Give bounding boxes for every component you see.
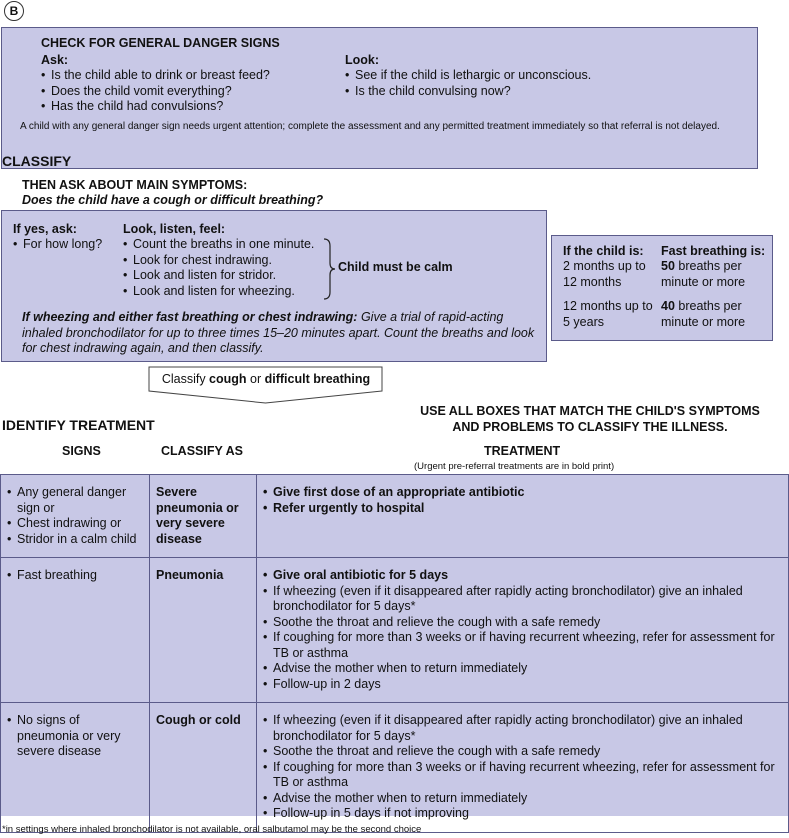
- assessment-box: [1, 210, 547, 362]
- table-row: [1, 703, 789, 833]
- look-list: [345, 68, 645, 99]
- table-row: [1, 558, 789, 703]
- treatment-header: TREATMENT: [484, 444, 561, 458]
- danger-signs-box: [1, 27, 758, 169]
- treatment-table: [0, 474, 789, 833]
- if-yes-list: [13, 237, 113, 253]
- fb-age-row1: 2 months up to 12 months: [563, 259, 646, 289]
- classify-as-header: CLASSIFY AS: [161, 444, 243, 458]
- signs-cell: [1, 558, 150, 703]
- look-heading: Look:: [345, 53, 380, 67]
- look-listen-list: [123, 237, 328, 299]
- treatment-item: • Advise the mother when to return immediately: [263, 791, 782, 807]
- treatment-cell: [257, 558, 789, 703]
- look-listen-item: • Look and listen for stridor.: [123, 268, 328, 284]
- signs-header: SIGNS: [62, 444, 101, 458]
- look-listen-item: • Look for chest indrawing.: [123, 253, 328, 269]
- ask-item: • Is the child able to drink or breast feed?: [41, 68, 331, 84]
- child-calm-label: Child must be calm: [338, 260, 453, 274]
- look-listen-item: • Look and listen for wheezing.: [123, 284, 328, 300]
- classification-cell: [150, 475, 257, 558]
- signs-cell: [1, 475, 150, 558]
- sign-item: • Stridor in a calm child: [7, 532, 143, 548]
- arrow-bold-difficult: difficult breathing: [264, 372, 371, 386]
- arrow-bold-cough: cough: [209, 372, 247, 386]
- fb-rate-row1-text: breaths per minute or more: [661, 259, 746, 289]
- treatment-item: • If coughing for more than 3 weeks or if having recurrent wheezing, refer for assessment for TB or asthma: [263, 630, 782, 661]
- treatment-item: • Give first dose of an appropriate antibiotic: [263, 485, 782, 501]
- footnote: *in settings where inhaled bronchodilator is not available, oral salbutamol may be the second choice: [2, 824, 422, 835]
- ask-item: • Has the child had convulsions?: [41, 99, 331, 115]
- fb-col1-header: If the child is:: [563, 244, 644, 258]
- danger-signs-title: CHECK FOR GENERAL DANGER SIGNS: [41, 36, 280, 50]
- treatment-cell: [257, 703, 789, 833]
- treatment-item: • Soothe the throat and relieve the cough with a safe remedy: [263, 615, 782, 631]
- treatment-item: • If wheezing (even if it disappeared after rapidly acting bronchodilator) give an inhaled bronchodilator for 5 days*: [263, 584, 782, 615]
- look-item: • See if the child is lethargic or unconscious.: [345, 68, 645, 84]
- treatment-item: • Follow-up in 5 days if not improving: [263, 806, 782, 822]
- classification-cell: [150, 558, 257, 703]
- treatment-item: • Follow-up in 2 days: [263, 677, 782, 693]
- wheezing-instruction: [22, 310, 542, 357]
- ask-list: [41, 68, 331, 115]
- fb-rate-row2-value: 40: [661, 299, 675, 313]
- look-listen-item: • Count the breaths in one minute.: [123, 237, 328, 253]
- ask-item: • Does the child vomit everything?: [41, 84, 331, 100]
- if-yes-heading: If yes, ask:: [13, 222, 77, 236]
- signs-cell: [1, 703, 150, 833]
- fb-col2-header: Fast breathing is:: [661, 244, 766, 258]
- look-listen-heading: Look, listen, feel:: [123, 222, 226, 236]
- treatment-item: • Refer urgently to hospital: [263, 501, 782, 517]
- treatment-cell: [257, 475, 789, 558]
- treatment-item: • If coughing for more than 3 weeks or if having recurrent wheezing, refer for assessment for TB or asthma: [263, 760, 782, 791]
- fb-rate-row2: [661, 299, 771, 330]
- treatment-item: • Advise the mother when to return immediately: [263, 661, 782, 677]
- treatment-item: • Give oral antibiotic for 5 days: [263, 568, 782, 584]
- treatment-table-wrap: [0, 474, 789, 820]
- cough-question: Does the child have a cough or difficult breathing?: [22, 193, 324, 207]
- classify-arrow-label: [148, 372, 384, 388]
- classification-cell: [150, 703, 257, 833]
- fb-rate-row1-value: 50: [661, 259, 675, 273]
- sign-item: • Fast breathing: [7, 568, 143, 584]
- fast-breathing-box: [551, 235, 773, 341]
- arrow-pre: Classify: [161, 372, 210, 386]
- danger-note: A child with any general danger sign needs urgent attention; complete the assessment and any permitted treatment immediately so that referral is not delayed.: [20, 121, 720, 132]
- sign-item: • No signs of pneumonia or very severe disease: [7, 713, 143, 760]
- fb-age-row2: 12 months up to 5 years: [563, 299, 653, 329]
- panel-label-badge: [4, 1, 24, 21]
- use-all-boxes-note: USE ALL BOXES THAT MATCH THE CHILD'S SYMPTOMS AND PROBLEMS TO CLASSIFY THE ILLNESS.: [420, 404, 760, 434]
- fb-rate-row1: [661, 259, 771, 290]
- wheezing-text: Give a trial of rapid-acting inhaled bronchodilator for up to three times 15–20 minutes apart. Count the breaths and look for chest indrawing again, and then classify.: [22, 310, 535, 355]
- wheezing-bold: If wheezing and either fast breathing or chest indrawing:: [22, 310, 358, 324]
- identify-heading: IDENTIFY TREATMENT: [2, 417, 155, 433]
- classification-label: Cough or cold: [156, 713, 241, 727]
- classification-label: Severe pneumonia or very severe disease: [156, 485, 239, 546]
- classification-label: Pneumonia: [156, 568, 224, 582]
- right-brace-icon: [322, 238, 336, 300]
- fb-rate-row2-text: breaths per minute or more: [661, 299, 746, 329]
- look-item: • Is the child convulsing now?: [345, 84, 645, 100]
- if-yes-item: • For how long?: [13, 237, 113, 253]
- treatment-subnote: (Urgent pre-referral treatments are in bold print): [414, 461, 615, 472]
- main-symptoms-heading: THEN ASK ABOUT MAIN SYMPTOMS:: [22, 178, 248, 192]
- arrow-mid: or: [246, 372, 265, 386]
- panel-label: B: [9, 4, 19, 18]
- sign-item: • Any general danger sign or: [7, 485, 143, 516]
- sign-item: • Chest indrawing or: [7, 516, 143, 532]
- table-row: [1, 475, 789, 558]
- treatment-item: • If wheezing (even if it disappeared after rapidly acting bronchodilator) give an inhaled bronchodilator for 5 days*: [263, 713, 782, 744]
- treatment-item: • Soothe the throat and relieve the cough with a safe remedy: [263, 744, 782, 760]
- ask-heading: Ask:: [41, 53, 69, 67]
- classify-heading: CLASSIFY: [2, 153, 72, 169]
